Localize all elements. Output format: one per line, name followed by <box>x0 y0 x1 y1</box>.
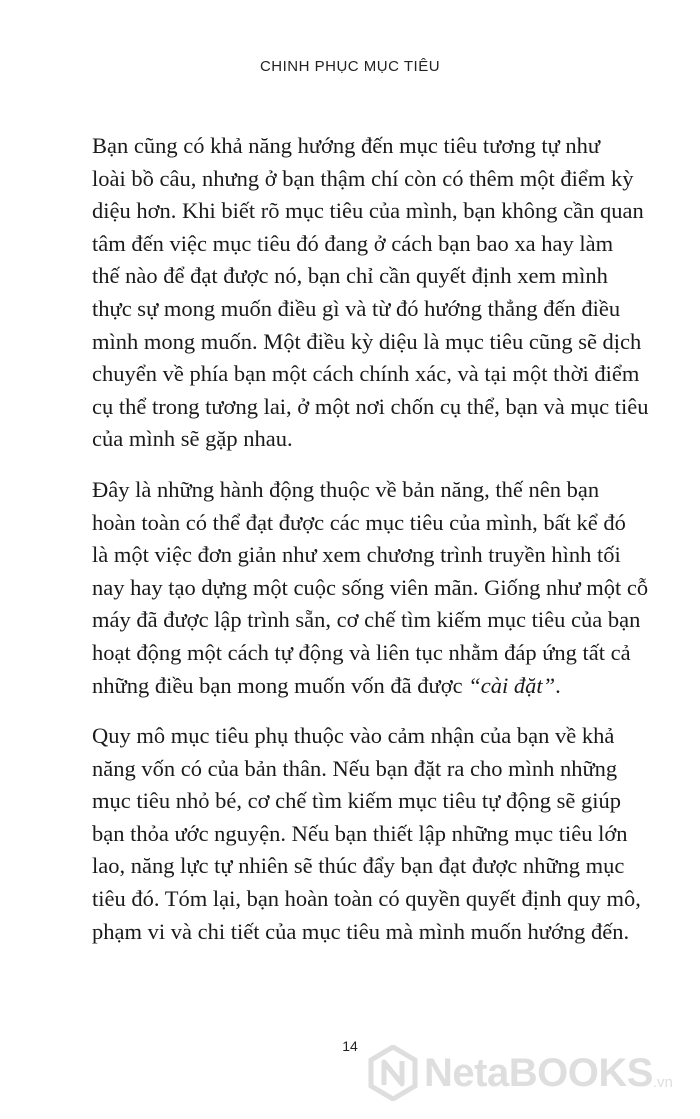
netabooks-logo-icon <box>368 1045 418 1101</box>
paragraph-2 <box>92 474 649 702</box>
text-line: máy đã được lập trình sẵn, cơ chế tìm kiếm mục tiêu của bạn <box>92 607 641 633</box>
text-line: tâm đến việc mục tiêu đó đang ở cách bạn bao xa hay làm <box>92 230 614 256</box>
text-line: phạm vi và chi tiết của mục tiêu mà mình muốn hướng đến. <box>92 918 630 944</box>
text-line: năng vốn có của bản thân. Nếu bạn đặt ra cho mình những <box>92 755 618 781</box>
text-line: thực sự mong muốn điều gì và từ đó hướng thẳng đến điều <box>92 295 621 321</box>
emphasis-text: “cài đặt” <box>468 672 556 698</box>
text-line: bạn thỏa ước nguyện. Nếu bạn thiết lập những mục tiêu lớn <box>92 820 628 846</box>
text-fragment: . <box>555 672 561 698</box>
page-number: 14 <box>342 1038 358 1054</box>
text-line: mục tiêu nhỏ bé, cơ chế tìm kiếm mục tiêu tự động sẽ giúp <box>92 788 621 814</box>
text-line: thế nào để đạt được nó, bạn chỉ cần quyết định xem mình <box>92 263 608 289</box>
text-line: hoạt động một cách tự động và liên tục nhằm đáp ứng tất cả <box>92 639 631 665</box>
text-line: Đây là những hành động thuộc về bản năng, thế nên bạn <box>92 476 600 502</box>
text-line-with-emphasis <box>92 670 592 703</box>
text-line: diệu hơn. Khi biết rõ mục tiêu của mình, bạn không cần quan <box>92 198 644 224</box>
watermark-text: NetaBOOKS <box>424 1050 653 1095</box>
running-head: CHINH PHỤC MỤC TIÊU <box>259 58 441 75</box>
text-line: Bạn cũng có khả năng hướng đến mục tiêu tương tự như <box>92 133 601 158</box>
text-line: là một việc đơn giản như xem chương trình truyền hình tối <box>92 542 621 568</box>
text-line: cụ thể trong tương lai, ở một nơi chốn cụ thể, bạn và mục tiêu <box>92 393 649 419</box>
watermark <box>368 1045 673 1101</box>
text-line: lao, năng lực tự nhiên sẽ thúc đẩy bạn đạt được những mục <box>92 853 625 879</box>
text-line: nay hay tạo dựng một cuộc sống viên mãn. Giống như một cỗ <box>92 574 649 600</box>
watermark-suffix: .vn <box>652 1074 673 1091</box>
text-line: hoàn toàn có thể đạt được các mục tiêu của mình, bất kể đó <box>92 509 626 535</box>
paragraph-3 <box>92 720 641 948</box>
text-line: mình mong muốn. Một điều kỳ diệu là mục tiêu cũng sẽ dịch <box>92 328 642 354</box>
text-line: tiêu đó. Tóm lại, bạn hoàn toàn có quyền quyết định quy mô, <box>92 886 641 912</box>
text-line: chuyển về phía bạn một cách chính xác, và tại một thời điểm <box>92 361 640 387</box>
text-fragment: những điều bạn mong muốn vốn đã được <box>92 672 469 698</box>
text-line: loài bồ câu, nhưng ở bạn thậm chí còn có thêm một điểm kỳ <box>92 165 634 191</box>
paragraph-1 <box>92 130 649 456</box>
text-line: Quy mô mục tiêu phụ thuộc vào cảm nhận của bạn về khả <box>92 723 615 749</box>
body-text <box>92 130 649 966</box>
text-line: của mình sẽ gặp nhau. <box>92 426 293 452</box>
